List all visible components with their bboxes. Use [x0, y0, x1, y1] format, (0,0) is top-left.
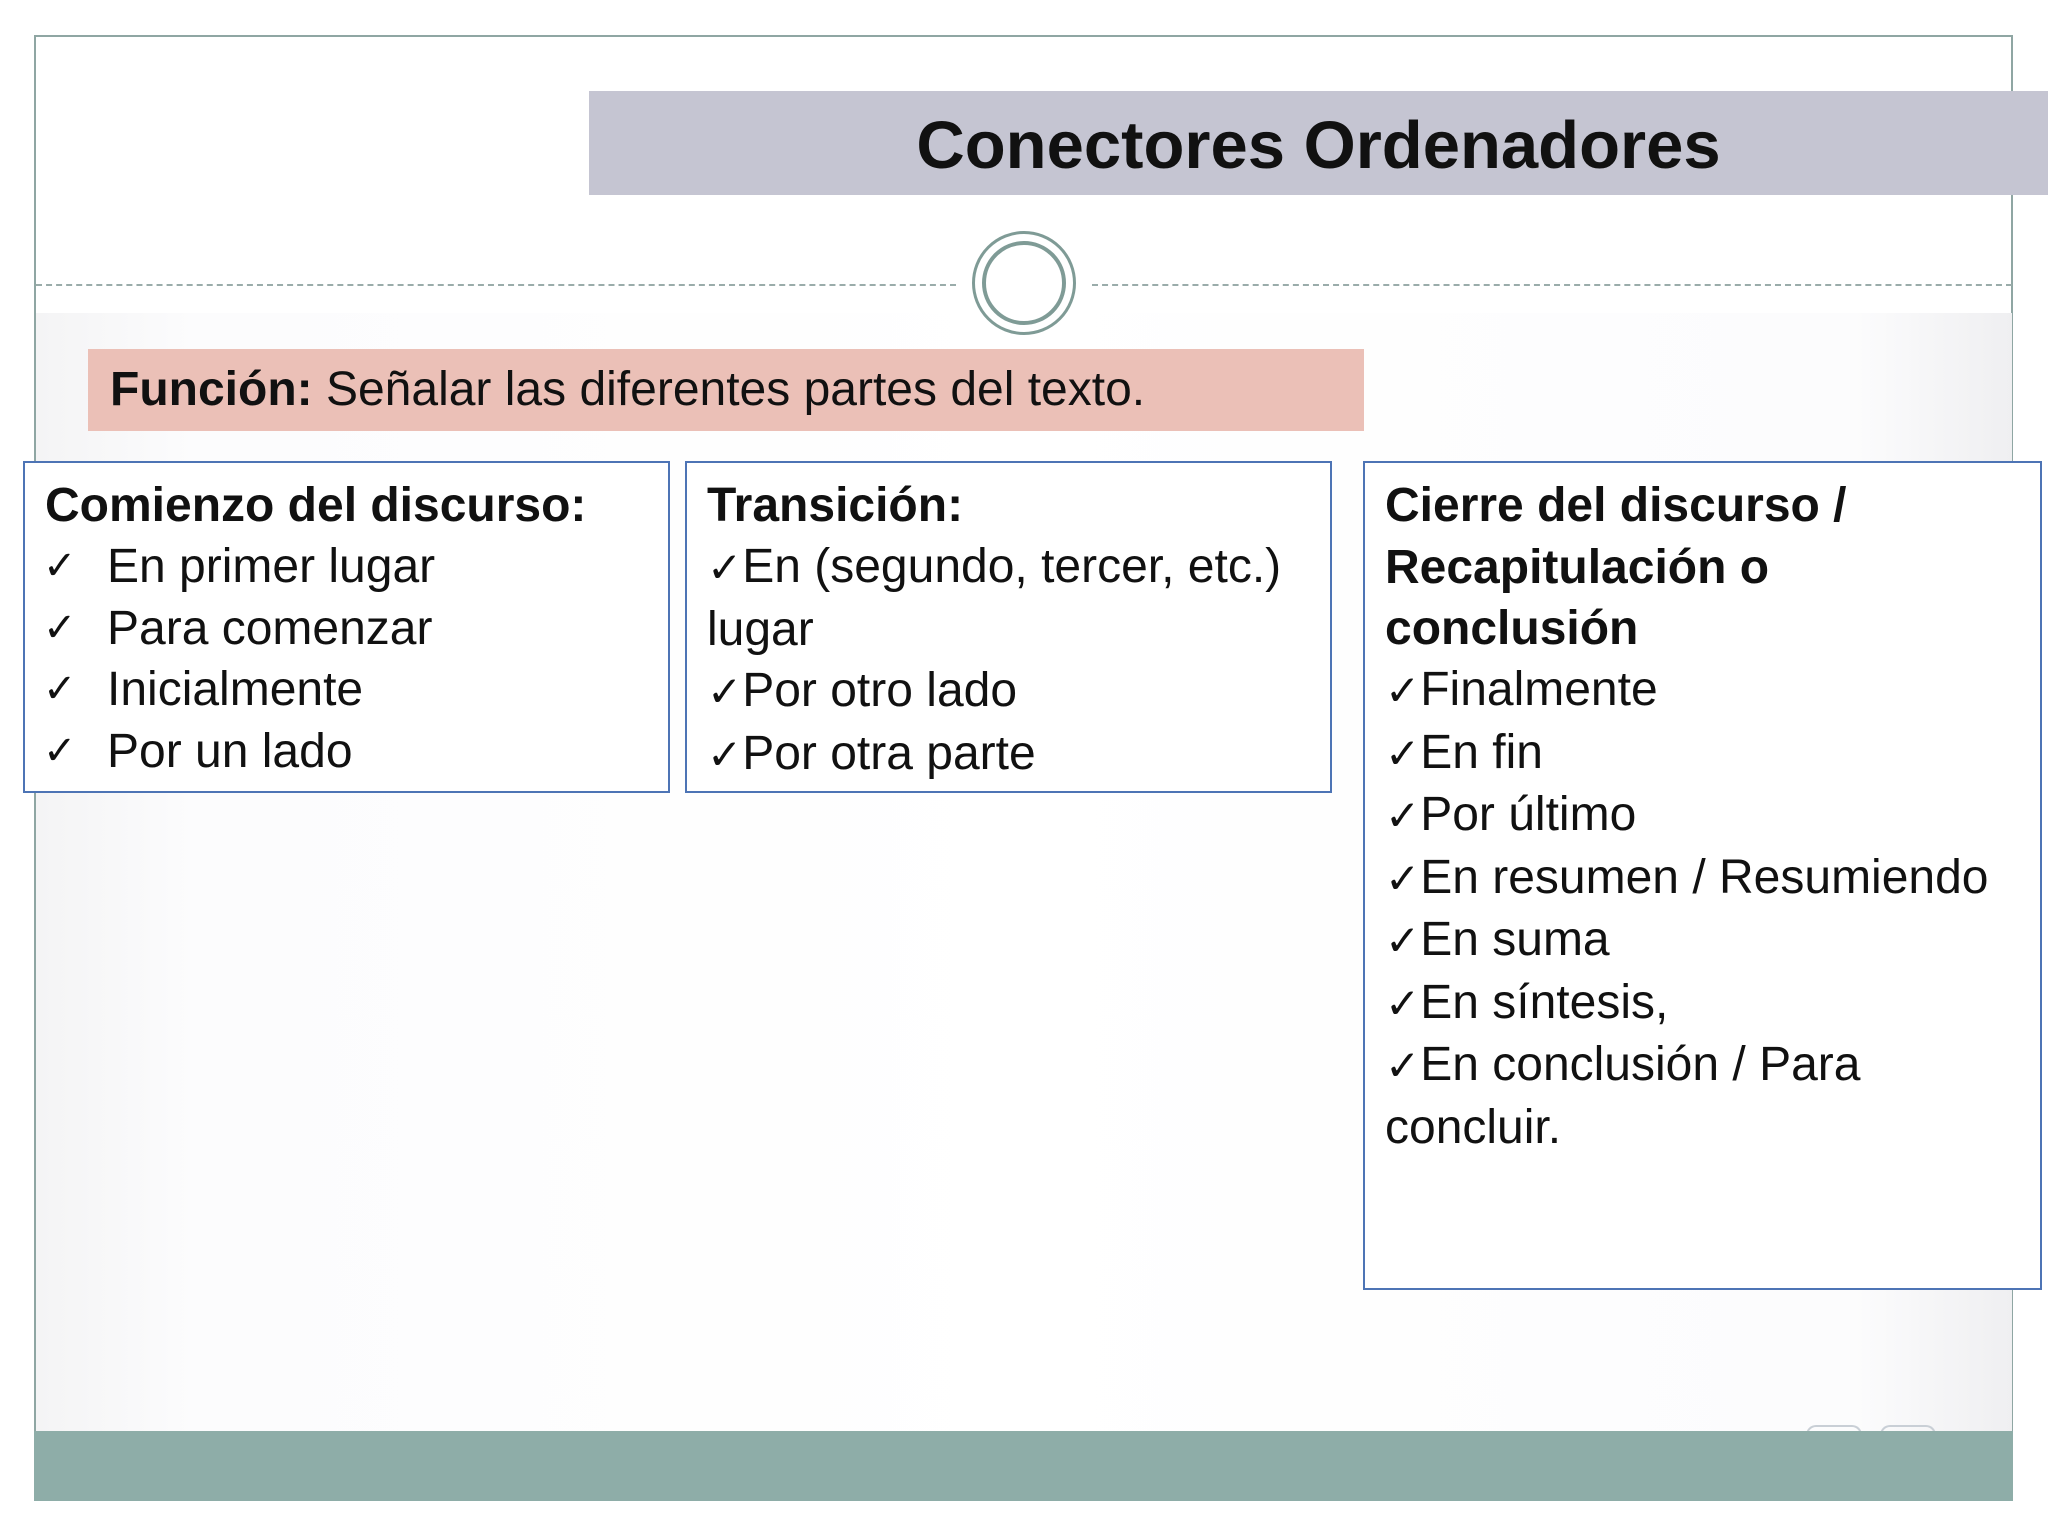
divider-right	[1092, 284, 2012, 286]
connector-list	[43, 536, 435, 782]
box-heading: Transición:	[707, 479, 964, 532]
title-bar	[589, 91, 2048, 195]
list-item-text: En suma	[1420, 913, 1610, 966]
divider-left	[36, 284, 956, 286]
list-item-text: Por otro lado	[742, 664, 1018, 717]
function-statement	[110, 362, 1145, 417]
list-item	[1385, 1034, 2025, 1158]
check-icon: ✓	[1385, 978, 1421, 1028]
list-item	[43, 598, 435, 660]
list-item	[707, 723, 1307, 786]
check-icon: ✓	[43, 604, 77, 651]
list-item-text: Finalmente	[1420, 663, 1658, 716]
list-item	[1385, 659, 2025, 722]
check-icon: ✓	[1385, 1041, 1421, 1090]
list-item-text: En fin	[1420, 725, 1543, 779]
check-icon: ✓	[1385, 666, 1421, 715]
connector-list	[707, 536, 1307, 785]
check-icon: ✓	[43, 727, 77, 774]
function-label: Función:	[110, 363, 313, 416]
list-item-text: En síntesis,	[1420, 975, 1669, 1029]
list-item	[43, 721, 435, 783]
check-icon: ✓	[43, 666, 77, 712]
slide-title: Conectores Ordenadores	[916, 108, 1721, 183]
check-icon: ✓	[43, 543, 77, 589]
list-item	[1385, 847, 2025, 910]
box-cierre	[1363, 461, 2042, 1290]
list-item	[1385, 909, 2025, 972]
list-item-text: En primer lugar	[107, 540, 436, 593]
list-item	[43, 659, 435, 721]
list-item-text: Por otra parte	[742, 726, 1036, 780]
check-icon: ✓	[1385, 728, 1421, 778]
footer-bar	[34, 1431, 2013, 1501]
check-icon: ✓	[1385, 791, 1421, 840]
check-icon: ✓	[707, 729, 743, 779]
function-banner	[88, 349, 1364, 431]
list-item	[1385, 784, 2025, 847]
list-item-text: Para comenzar	[107, 601, 433, 655]
list-item-text: Inicialmente	[107, 663, 364, 716]
function-text: Señalar las diferentes partes del texto.	[325, 363, 1146, 416]
list-item	[707, 660, 1307, 723]
check-icon: ✓	[707, 667, 743, 716]
list-item-text: En resumen / Resumiendo	[1420, 850, 1989, 904]
check-icon: ✓	[707, 543, 743, 592]
connector-list	[1385, 659, 2025, 1158]
list-item-text: En (segundo, tercer, etc.) lugar	[707, 540, 1282, 656]
check-icon: ✓	[1385, 853, 1421, 903]
list-item	[43, 536, 435, 598]
ring-inner	[982, 241, 1066, 325]
list-item-text: En conclusión / Para concluir.	[1385, 1038, 1861, 1154]
list-item-text: Por un lado	[107, 724, 353, 778]
box-transicion	[685, 461, 1332, 793]
check-icon: ✓	[1385, 916, 1421, 965]
box-comienzo	[23, 461, 670, 793]
box-heading: Comienzo del discurso:	[45, 479, 587, 532]
list-item-text: Por último	[1420, 788, 1637, 841]
list-item	[1385, 722, 2025, 785]
box-heading: Cierre del discurso / Recapitulación o conclusión	[1385, 479, 1847, 655]
list-item	[707, 536, 1307, 660]
ring-ornament-icon	[972, 231, 1076, 335]
list-item	[1385, 972, 2025, 1035]
